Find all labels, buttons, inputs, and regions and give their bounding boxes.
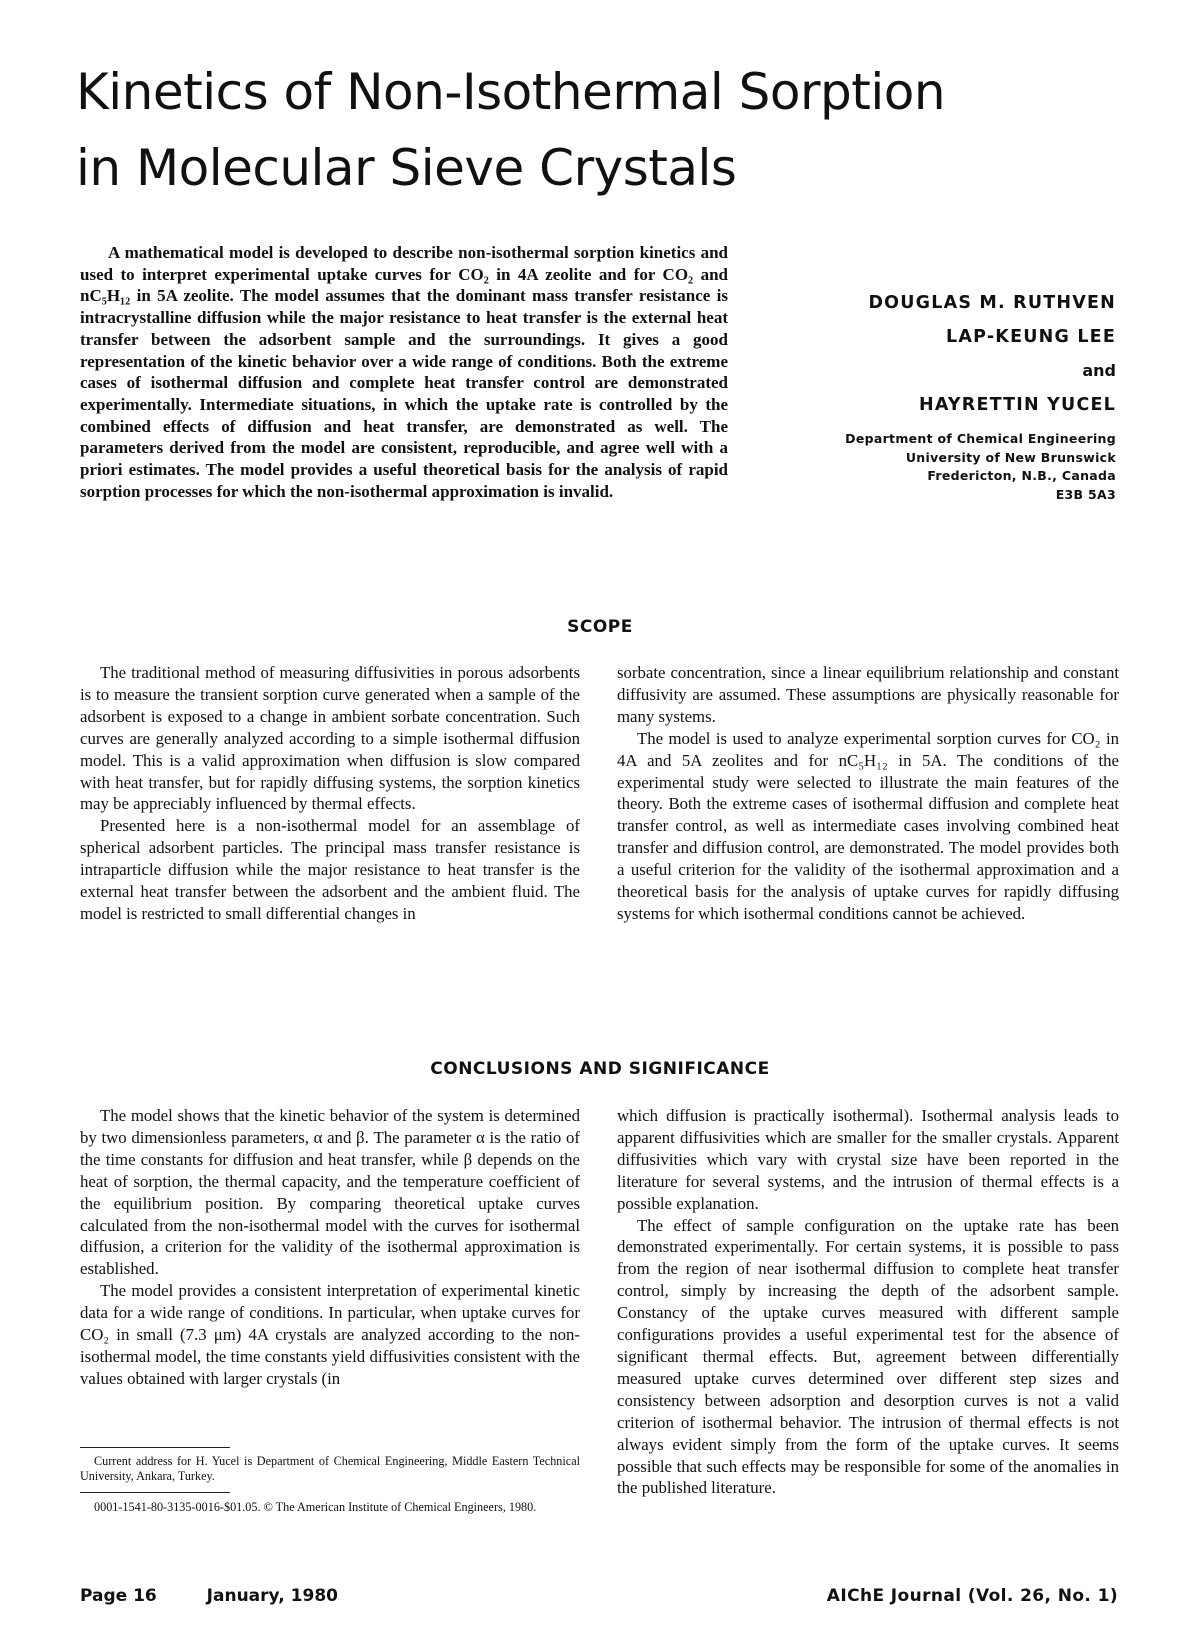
title-line-2: in Molecular Sieve Crystals	[76, 139, 737, 197]
scope-column-right	[617, 662, 1119, 925]
footnote-rule	[80, 1492, 230, 1493]
conclusions-heading: CONCLUSIONS AND SIGNIFICANCE	[430, 1059, 770, 1079]
scope-heading: SCOPE	[567, 617, 633, 637]
footnote-copyright-text: 0001-1541-80-3135-0016-$01.05. © The American Institute of Chemical Engineers, 1980.	[94, 1500, 537, 1514]
affiliation	[790, 430, 1116, 504]
conclusions-column-left	[80, 1105, 580, 1390]
scope-column-left	[80, 662, 580, 925]
issue-date: January, 1980	[206, 1586, 338, 1606]
conclusions-paragraph: The effect of sample configuration on the uptake rate has been demonstrated experimentally. For certain systems, it is possible to pass from the region of near isothermal diffusion to complete heat transfer control, simply by increasing the depth of the adsorbent sample. Constancy of the uptake curves measured with different sample configurations provides a useful experimental test for the absence of significant thermal effects. But, agreement between differentially measured uptake curves determined over different step sizes and consistency between adsorption and desorption curves is not a valid criterion of isothermal behavior. The intrusion of thermal effects is not always evident simply from the form of the uptake curves. It seems possible that such effects may be responsible for some of the anomalies in the published literature.	[617, 1215, 1119, 1498]
footnote-address-text: Current address for H. Yucel is Department of Chemical Engineering, Middle Eastern Technical University, Ankara, Turkey.	[80, 1454, 580, 1483]
footnote-copyright	[80, 1500, 580, 1515]
scope-paragraph: The model is used to analyze experimental sorption curves for CO₂ in 4A and 5A zeolites and for nC₅H₁₂ in 5A. The conditions of the experimental study were selected to illustrate the main features of the theory. Both the extreme cases of isothermal diffusion and complete heat transfer control, as well as intermediate cases involving combined heat transfer and diffusion control, are demonstrated. The model provides both a useful criterion for the validity of the isothermal approximation and a theoretical basis for the analysis of uptake curves for rapidly diffusing systems for which isothermal conditions cannot be achieved.	[617, 728, 1119, 923]
author-block	[790, 286, 1116, 504]
conclusions-paragraph: The model provides a consistent interpretation of experimental kinetic data for a wide range of conditions. In particular, when uptake curves for CO₂ in small (7.3 μm) 4A crystals are analyzed according to the non-isothermal model, the time constants yield diffusivities consistent with the values obtained with larger crystals (in	[80, 1281, 580, 1388]
page-footer-left	[80, 1586, 338, 1606]
page-number: Page 16	[80, 1586, 157, 1606]
conclusions-paragraph: The model shows that the kinetic behavior of the system is determined by two dimensionless parameters, α and β. The parameter α is the ratio of the time constants for diffusion and heat transfer, while β depends on the heat of sorption, the thermal capacity, and the temperature coefficient of the equilibrium position. By comparing theoretical uptake curves calculated from the non-isothermal model with the curves for isothermal diffusion, a criterion for the validity of the isothermal approximation is established.	[80, 1106, 580, 1279]
scope-paragraph: sorbate concentration, since a linear equilibrium relationship and constant diffusivity are assumed. These assumptions are physically reasonable for many systems.	[617, 663, 1119, 726]
footnote-address	[80, 1454, 580, 1484]
affiliation-line: Fredericton, N.B., Canada	[927, 468, 1116, 483]
conclusions-paragraph: which diffusion is practically isothermal). Isothermal analysis leads to apparent diffusivities which are smaller for the smaller crystals. Apparent diffusivities which vary with crystal size have been reported in the literature for several systems, and the intrusion of thermal effects is a possible explanation.	[617, 1106, 1119, 1213]
affiliation-line: Department of Chemical Engineering	[845, 431, 1116, 446]
scope-paragraph: Presented here is a non-isothermal model for an assemblage of spherical adsorbent particles. The principal mass transfer resistance is intraparticle diffusion while the major resistance to heat transfer is the external heat transfer between the adsorbent and the ambient fluid. The model is restricted to small differential changes in	[80, 816, 580, 923]
author-yucel: HAYRETTIN YUCEL	[919, 395, 1116, 415]
article-title	[76, 54, 1076, 206]
affiliation-line: University of New Brunswick	[905, 449, 1116, 465]
author-lee: LAP-KEUNG LEE	[946, 327, 1116, 347]
author-conjunction: and	[1082, 361, 1116, 380]
affiliation-line: E3B 5A3	[1055, 486, 1116, 502]
journal-citation: AIChE Journal (Vol. 26, No. 1)	[826, 1586, 1118, 1606]
title-line-1: Kinetics of Non-Isothermal Sorption	[76, 63, 946, 121]
abstract: A mathematical model is developed to describe non-isothermal sorption kinetics and used to interpret experimental uptake curves for CO₂ in 4A zeolite and for CO₂ and nC₅H₁₂ in 5A zeolite. The model assumes that the dominant mass transfer resistance is intracrystalline diffusion while the major resistance to heat transfer is the external heat transfer between the adsorbent sample and the surroundings. It gives a good representation of the kinetic behavior over a wide range of conditions. Both the extreme cases of isothermal diffusion and complete heat transfer control are demonstrated experimentally. Intermediate situations, in which the uptake rate is controlled by the combined effects of diffusion and heat transfer, are demonstrated as well. The parameters derived from the model are consistent, reproducible, and agree well with a priori estimates. The model provides a useful theoretical basis for the analysis of rapid sorption processes for which the non-isothermal approximation is invalid.	[80, 243, 728, 501]
scope-paragraph: The traditional method of measuring diffusivities in porous adsorbents is to measure the transient sorption curve generated when a sample of the adsorbent is exposed to a change in ambient sorbate concentration. Such curves are generally analyzed according to a simple isothermal diffusion model. This is a valid approximation when diffusion is slow compared with heat transfer, but for rapidly diffusing systems, the sorption kinetics may be appreciably influenced by thermal effects.	[80, 663, 580, 814]
conclusions-column-right	[617, 1105, 1119, 1499]
author-ruthven: DOUGLAS M. RUTHVEN	[868, 293, 1116, 313]
footnote-rule	[80, 1447, 230, 1448]
